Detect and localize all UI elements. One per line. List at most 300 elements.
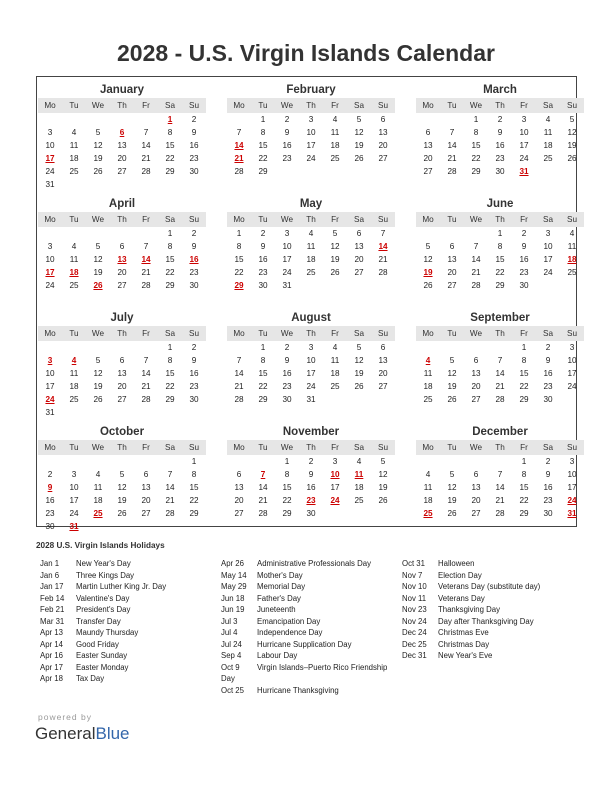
day-cell[interactable]: 11 (306, 242, 316, 251)
day-cell[interactable]: 10 (306, 356, 316, 365)
day-cell[interactable]: 24 (567, 382, 577, 391)
day-cell[interactable]: 23 (543, 382, 553, 391)
day-cell[interactable]: 21 (447, 154, 457, 163)
holiday-day-cell[interactable]: 31 (69, 522, 79, 531)
day-cell[interactable]: 2 (521, 229, 527, 238)
day-cell[interactable]: 11 (69, 369, 79, 378)
day-cell[interactable]: 10 (45, 369, 55, 378)
day-cell[interactable]: 26 (567, 154, 577, 163)
day-cell[interactable]: 29 (258, 167, 268, 176)
day-cell[interactable]: 23 (258, 268, 268, 277)
day-cell[interactable]: 8 (284, 470, 290, 479)
day-cell[interactable]: 14 (495, 369, 505, 378)
day-cell[interactable]: 26 (117, 509, 127, 518)
day-cell[interactable]: 3 (47, 242, 53, 251)
day-cell[interactable]: 16 (258, 255, 268, 264)
day-cell[interactable]: 18 (423, 496, 433, 505)
day-cell[interactable]: 28 (495, 509, 505, 518)
day-cell[interactable]: 2 (497, 115, 503, 124)
day-cell[interactable]: 13 (447, 255, 457, 264)
day-cell[interactable]: 16 (189, 369, 199, 378)
day-cell[interactable]: 12 (447, 369, 457, 378)
day-cell[interactable]: 28 (471, 281, 481, 290)
day-cell[interactable]: 20 (378, 141, 388, 150)
day-cell[interactable]: 1 (521, 343, 527, 352)
day-cell[interactable]: 2 (191, 343, 197, 352)
day-cell[interactable]: 14 (447, 141, 457, 150)
day-cell[interactable]: 12 (354, 356, 364, 365)
day-cell[interactable]: 27 (141, 509, 151, 518)
day-cell[interactable]: 1 (167, 343, 173, 352)
day-cell[interactable]: 15 (495, 255, 505, 264)
holiday-day-cell[interactable]: 6 (119, 128, 125, 137)
day-cell[interactable]: 27 (234, 509, 244, 518)
day-cell[interactable]: 18 (93, 496, 103, 505)
day-cell[interactable]: 28 (141, 167, 151, 176)
day-cell[interactable]: 6 (425, 128, 431, 137)
holiday-day-cell[interactable]: 31 (567, 509, 577, 518)
day-cell[interactable]: 29 (165, 167, 175, 176)
day-cell[interactable]: 11 (93, 483, 103, 492)
day-cell[interactable]: 23 (189, 268, 199, 277)
day-cell[interactable]: 21 (471, 268, 481, 277)
day-cell[interactable]: 8 (473, 128, 479, 137)
day-cell[interactable]: 23 (282, 382, 292, 391)
holiday-day-cell[interactable]: 17 (45, 268, 55, 277)
day-cell[interactable]: 8 (167, 242, 173, 251)
day-cell[interactable]: 13 (117, 369, 127, 378)
day-cell[interactable]: 27 (447, 281, 457, 290)
day-cell[interactable]: 7 (497, 356, 503, 365)
day-cell[interactable]: 5 (95, 356, 101, 365)
day-cell[interactable]: 21 (495, 382, 505, 391)
day-cell[interactable]: 2 (308, 457, 314, 466)
day-cell[interactable]: 22 (165, 154, 175, 163)
day-cell[interactable]: 15 (258, 369, 268, 378)
day-cell[interactable]: 3 (47, 128, 53, 137)
day-cell[interactable]: 16 (306, 483, 316, 492)
day-cell[interactable]: 18 (543, 141, 553, 150)
day-cell[interactable]: 11 (69, 255, 79, 264)
day-cell[interactable]: 19 (567, 141, 577, 150)
holiday-day-cell[interactable]: 7 (260, 470, 266, 479)
day-cell[interactable]: 4 (308, 229, 314, 238)
day-cell[interactable]: 21 (495, 496, 505, 505)
day-cell[interactable]: 17 (330, 483, 340, 492)
day-cell[interactable]: 5 (449, 470, 455, 479)
day-cell[interactable]: 25 (543, 154, 553, 163)
day-cell[interactable]: 9 (521, 242, 527, 251)
day-cell[interactable]: 20 (141, 496, 151, 505)
day-cell[interactable]: 3 (569, 343, 575, 352)
day-cell[interactable]: 6 (119, 242, 125, 251)
day-cell[interactable]: 12 (378, 470, 388, 479)
day-cell[interactable]: 16 (189, 141, 199, 150)
day-cell[interactable]: 20 (117, 382, 127, 391)
holiday-day-cell[interactable]: 10 (330, 470, 340, 479)
day-cell[interactable]: 1 (260, 115, 266, 124)
holiday-day-cell[interactable]: 24 (45, 395, 55, 404)
day-cell[interactable]: 29 (519, 509, 529, 518)
day-cell[interactable]: 23 (282, 154, 292, 163)
day-cell[interactable]: 1 (497, 229, 503, 238)
day-cell[interactable]: 23 (45, 509, 55, 518)
day-cell[interactable]: 7 (167, 470, 173, 479)
holiday-day-cell[interactable]: 13 (117, 255, 127, 264)
day-cell[interactable]: 19 (378, 483, 388, 492)
day-cell[interactable]: 6 (380, 115, 386, 124)
day-cell[interactable]: 24 (45, 281, 55, 290)
day-cell[interactable]: 21 (234, 382, 244, 391)
day-cell[interactable]: 3 (521, 115, 527, 124)
day-cell[interactable]: 1 (521, 457, 527, 466)
day-cell[interactable]: 28 (234, 395, 244, 404)
day-cell[interactable]: 16 (519, 255, 529, 264)
day-cell[interactable]: 8 (236, 242, 242, 251)
holiday-day-cell[interactable]: 18 (69, 268, 79, 277)
day-cell[interactable]: 15 (282, 483, 292, 492)
day-cell[interactable]: 12 (93, 255, 103, 264)
day-cell[interactable]: 21 (378, 255, 388, 264)
holiday-day-cell[interactable]: 31 (519, 167, 529, 176)
day-cell[interactable]: 9 (284, 128, 290, 137)
day-cell[interactable]: 21 (258, 496, 268, 505)
day-cell[interactable]: 17 (519, 141, 529, 150)
holiday-day-cell[interactable]: 14 (234, 141, 244, 150)
day-cell[interactable]: 25 (423, 395, 433, 404)
day-cell[interactable]: 23 (519, 268, 529, 277)
day-cell[interactable]: 14 (471, 255, 481, 264)
day-cell[interactable]: 19 (330, 255, 340, 264)
day-cell[interactable]: 15 (165, 255, 175, 264)
day-cell[interactable]: 30 (189, 167, 199, 176)
day-cell[interactable]: 12 (354, 128, 364, 137)
day-cell[interactable]: 14 (141, 369, 151, 378)
day-cell[interactable]: 1 (260, 343, 266, 352)
day-cell[interactable]: 29 (495, 281, 505, 290)
day-cell[interactable]: 19 (93, 268, 103, 277)
day-cell[interactable]: 21 (141, 154, 151, 163)
day-cell[interactable]: 8 (497, 242, 503, 251)
day-cell[interactable]: 26 (447, 509, 457, 518)
day-cell[interactable]: 20 (378, 369, 388, 378)
day-cell[interactable]: 2 (545, 457, 551, 466)
day-cell[interactable]: 15 (471, 141, 481, 150)
day-cell[interactable]: 16 (495, 141, 505, 150)
day-cell[interactable]: 22 (189, 496, 199, 505)
day-cell[interactable]: 9 (191, 356, 197, 365)
day-cell[interactable]: 1 (191, 457, 197, 466)
day-cell[interactable]: 16 (282, 141, 292, 150)
day-cell[interactable]: 26 (330, 268, 340, 277)
day-cell[interactable]: 4 (71, 242, 77, 251)
day-cell[interactable]: 9 (308, 470, 314, 479)
brand-logo[interactable] (35, 724, 130, 744)
day-cell[interactable]: 29 (282, 509, 292, 518)
day-cell[interactable]: 16 (543, 369, 553, 378)
day-cell[interactable]: 26 (93, 395, 103, 404)
day-cell[interactable]: 6 (449, 242, 455, 251)
day-cell[interactable]: 27 (117, 167, 127, 176)
day-cell[interactable]: 15 (165, 369, 175, 378)
day-cell[interactable]: 13 (471, 369, 481, 378)
day-cell[interactable]: 6 (356, 229, 362, 238)
day-cell[interactable]: 11 (330, 128, 340, 137)
day-cell[interactable]: 5 (119, 470, 125, 479)
day-cell[interactable]: 27 (378, 382, 388, 391)
day-cell[interactable]: 21 (165, 496, 175, 505)
day-cell[interactable]: 30 (45, 522, 55, 531)
day-cell[interactable]: 27 (471, 395, 481, 404)
holiday-day-cell[interactable]: 11 (354, 470, 364, 479)
day-cell[interactable]: 29 (471, 167, 481, 176)
day-cell[interactable]: 28 (378, 268, 388, 277)
day-cell[interactable]: 22 (258, 382, 268, 391)
day-cell[interactable]: 28 (234, 167, 244, 176)
day-cell[interactable]: 29 (165, 395, 175, 404)
day-cell[interactable]: 16 (543, 483, 553, 492)
day-cell[interactable]: 12 (423, 255, 433, 264)
day-cell[interactable]: 23 (543, 496, 553, 505)
day-cell[interactable]: 31 (45, 180, 55, 189)
holiday-day-cell[interactable]: 24 (330, 496, 340, 505)
day-cell[interactable]: 2 (284, 115, 290, 124)
day-cell[interactable]: 13 (354, 242, 364, 251)
day-cell[interactable]: 10 (69, 483, 79, 492)
day-cell[interactable]: 5 (449, 356, 455, 365)
day-cell[interactable]: 24 (306, 154, 316, 163)
day-cell[interactable]: 7 (143, 242, 149, 251)
day-cell[interactable]: 22 (519, 382, 529, 391)
day-cell[interactable]: 13 (117, 141, 127, 150)
day-cell[interactable]: 15 (189, 483, 199, 492)
day-cell[interactable]: 15 (258, 141, 268, 150)
day-cell[interactable]: 12 (567, 128, 577, 137)
day-cell[interactable]: 3 (71, 470, 77, 479)
day-cell[interactable]: 3 (545, 229, 551, 238)
day-cell[interactable]: 10 (567, 470, 577, 479)
day-cell[interactable]: 6 (473, 356, 479, 365)
day-cell[interactable]: 4 (71, 128, 77, 137)
day-cell[interactable]: 11 (69, 141, 79, 150)
day-cell[interactable]: 9 (191, 242, 197, 251)
day-cell[interactable]: 24 (543, 268, 553, 277)
day-cell[interactable]: 26 (354, 154, 364, 163)
day-cell[interactable]: 8 (260, 128, 266, 137)
day-cell[interactable]: 19 (354, 369, 364, 378)
day-cell[interactable]: 12 (93, 369, 103, 378)
day-cell[interactable]: 9 (284, 356, 290, 365)
day-cell[interactable]: 11 (543, 128, 553, 137)
day-cell[interactable]: 19 (447, 382, 457, 391)
day-cell[interactable]: 11 (567, 242, 577, 251)
day-cell[interactable]: 23 (189, 382, 199, 391)
day-cell[interactable]: 20 (471, 382, 481, 391)
day-cell[interactable]: 20 (423, 154, 433, 163)
day-cell[interactable]: 4 (332, 343, 338, 352)
day-cell[interactable]: 13 (141, 483, 151, 492)
holiday-day-cell[interactable]: 14 (141, 255, 151, 264)
day-cell[interactable]: 13 (378, 356, 388, 365)
day-cell[interactable]: 25 (69, 395, 79, 404)
holiday-day-cell[interactable]: 16 (189, 255, 199, 264)
day-cell[interactable]: 30 (258, 281, 268, 290)
day-cell[interactable]: 18 (330, 369, 340, 378)
holiday-day-cell[interactable]: 14 (378, 242, 388, 251)
day-cell[interactable]: 25 (69, 281, 79, 290)
day-cell[interactable]: 27 (378, 154, 388, 163)
day-cell[interactable]: 19 (93, 154, 103, 163)
day-cell[interactable]: 30 (495, 167, 505, 176)
day-cell[interactable]: 7 (380, 229, 386, 238)
day-cell[interactable]: 19 (93, 382, 103, 391)
day-cell[interactable]: 30 (543, 509, 553, 518)
day-cell[interactable]: 17 (306, 369, 316, 378)
day-cell[interactable]: 20 (117, 268, 127, 277)
day-cell[interactable]: 12 (117, 483, 127, 492)
day-cell[interactable]: 28 (495, 395, 505, 404)
day-cell[interactable]: 8 (521, 470, 527, 479)
day-cell[interactable]: 20 (354, 255, 364, 264)
day-cell[interactable]: 10 (306, 128, 316, 137)
day-cell[interactable]: 8 (167, 356, 173, 365)
day-cell[interactable]: 21 (141, 268, 151, 277)
day-cell[interactable]: 29 (189, 509, 199, 518)
day-cell[interactable]: 16 (45, 496, 55, 505)
holiday-day-cell[interactable]: 29 (234, 281, 244, 290)
day-cell[interactable]: 18 (423, 382, 433, 391)
day-cell[interactable]: 7 (473, 242, 479, 251)
day-cell[interactable]: 15 (234, 255, 244, 264)
day-cell[interactable]: 17 (567, 369, 577, 378)
day-cell[interactable]: 25 (354, 496, 364, 505)
day-cell[interactable]: 4 (95, 470, 101, 479)
day-cell[interactable]: 24 (306, 382, 316, 391)
day-cell[interactable]: 1 (473, 115, 479, 124)
day-cell[interactable]: 19 (354, 141, 364, 150)
day-cell[interactable]: 10 (45, 141, 55, 150)
day-cell[interactable]: 27 (354, 268, 364, 277)
day-cell[interactable]: 2 (47, 470, 53, 479)
day-cell[interactable]: 18 (69, 382, 79, 391)
day-cell[interactable]: 31 (45, 408, 55, 417)
day-cell[interactable]: 25 (330, 382, 340, 391)
day-cell[interactable]: 10 (567, 356, 577, 365)
day-cell[interactable]: 12 (330, 242, 340, 251)
day-cell[interactable]: 5 (425, 242, 431, 251)
day-cell[interactable]: 18 (354, 483, 364, 492)
holiday-day-cell[interactable]: 25 (93, 509, 103, 518)
day-cell[interactable]: 27 (117, 281, 127, 290)
day-cell[interactable]: 31 (282, 281, 292, 290)
day-cell[interactable]: 18 (69, 154, 79, 163)
day-cell[interactable]: 17 (45, 382, 55, 391)
day-cell[interactable]: 26 (423, 281, 433, 290)
day-cell[interactable]: 3 (308, 343, 314, 352)
day-cell[interactable]: 14 (234, 369, 244, 378)
day-cell[interactable]: 1 (284, 457, 290, 466)
day-cell[interactable]: 30 (519, 281, 529, 290)
holiday-day-cell[interactable]: 18 (567, 255, 577, 264)
day-cell[interactable]: 19 (447, 496, 457, 505)
day-cell[interactable]: 30 (543, 395, 553, 404)
day-cell[interactable]: 6 (236, 470, 242, 479)
holiday-day-cell[interactable]: 4 (71, 356, 77, 365)
day-cell[interactable]: 29 (165, 281, 175, 290)
day-cell[interactable]: 15 (165, 141, 175, 150)
holiday-day-cell[interactable]: 21 (234, 154, 244, 163)
day-cell[interactable]: 25 (330, 154, 340, 163)
day-cell[interactable]: 8 (260, 356, 266, 365)
day-cell[interactable]: 29 (258, 395, 268, 404)
day-cell[interactable]: 11 (423, 369, 433, 378)
day-cell[interactable]: 16 (282, 369, 292, 378)
day-cell[interactable]: 28 (141, 281, 151, 290)
holiday-day-cell[interactable]: 3 (47, 356, 53, 365)
day-cell[interactable]: 8 (191, 470, 197, 479)
day-cell[interactable]: 25 (69, 167, 79, 176)
day-cell[interactable]: 26 (378, 496, 388, 505)
day-cell[interactable]: 15 (519, 483, 529, 492)
day-cell[interactable]: 2 (284, 343, 290, 352)
day-cell[interactable]: 19 (117, 496, 127, 505)
holiday-day-cell[interactable]: 25 (423, 509, 433, 518)
day-cell[interactable]: 17 (306, 141, 316, 150)
day-cell[interactable]: 12 (447, 483, 457, 492)
day-cell[interactable]: 10 (519, 128, 529, 137)
day-cell[interactable]: 22 (258, 154, 268, 163)
day-cell[interactable]: 22 (519, 496, 529, 505)
day-cell[interactable]: 28 (447, 167, 457, 176)
day-cell[interactable]: 5 (356, 343, 362, 352)
holiday-day-cell[interactable]: 19 (423, 268, 433, 277)
day-cell[interactable]: 5 (95, 242, 101, 251)
day-cell[interactable]: 8 (167, 128, 173, 137)
day-cell[interactable]: 23 (189, 154, 199, 163)
day-cell[interactable]: 7 (143, 128, 149, 137)
holiday-day-cell[interactable]: 4 (425, 356, 431, 365)
day-cell[interactable]: 24 (69, 509, 79, 518)
day-cell[interactable]: 7 (236, 356, 242, 365)
day-cell[interactable]: 13 (378, 128, 388, 137)
day-cell[interactable]: 9 (260, 242, 266, 251)
day-cell[interactable]: 28 (258, 509, 268, 518)
day-cell[interactable]: 22 (282, 496, 292, 505)
day-cell[interactable]: 26 (93, 167, 103, 176)
day-cell[interactable]: 22 (471, 154, 481, 163)
day-cell[interactable]: 20 (471, 496, 481, 505)
holiday-day-cell[interactable]: 23 (306, 496, 316, 505)
day-cell[interactable]: 30 (306, 509, 316, 518)
day-cell[interactable]: 2 (191, 115, 197, 124)
holiday-day-cell[interactable]: 17 (45, 154, 55, 163)
day-cell[interactable]: 4 (569, 229, 575, 238)
day-cell[interactable]: 9 (191, 128, 197, 137)
day-cell[interactable]: 13 (423, 141, 433, 150)
day-cell[interactable]: 4 (425, 470, 431, 479)
day-cell[interactable]: 3 (332, 457, 338, 466)
day-cell[interactable]: 4 (332, 115, 338, 124)
day-cell[interactable]: 3 (569, 457, 575, 466)
day-cell[interactable]: 22 (165, 382, 175, 391)
day-cell[interactable]: 9 (497, 128, 503, 137)
day-cell[interactable]: 13 (234, 483, 244, 492)
day-cell[interactable]: 17 (567, 483, 577, 492)
holiday-day-cell[interactable]: 26 (93, 281, 103, 290)
day-cell[interactable]: 29 (519, 395, 529, 404)
day-cell[interactable]: 7 (143, 356, 149, 365)
day-cell[interactable]: 14 (258, 483, 268, 492)
